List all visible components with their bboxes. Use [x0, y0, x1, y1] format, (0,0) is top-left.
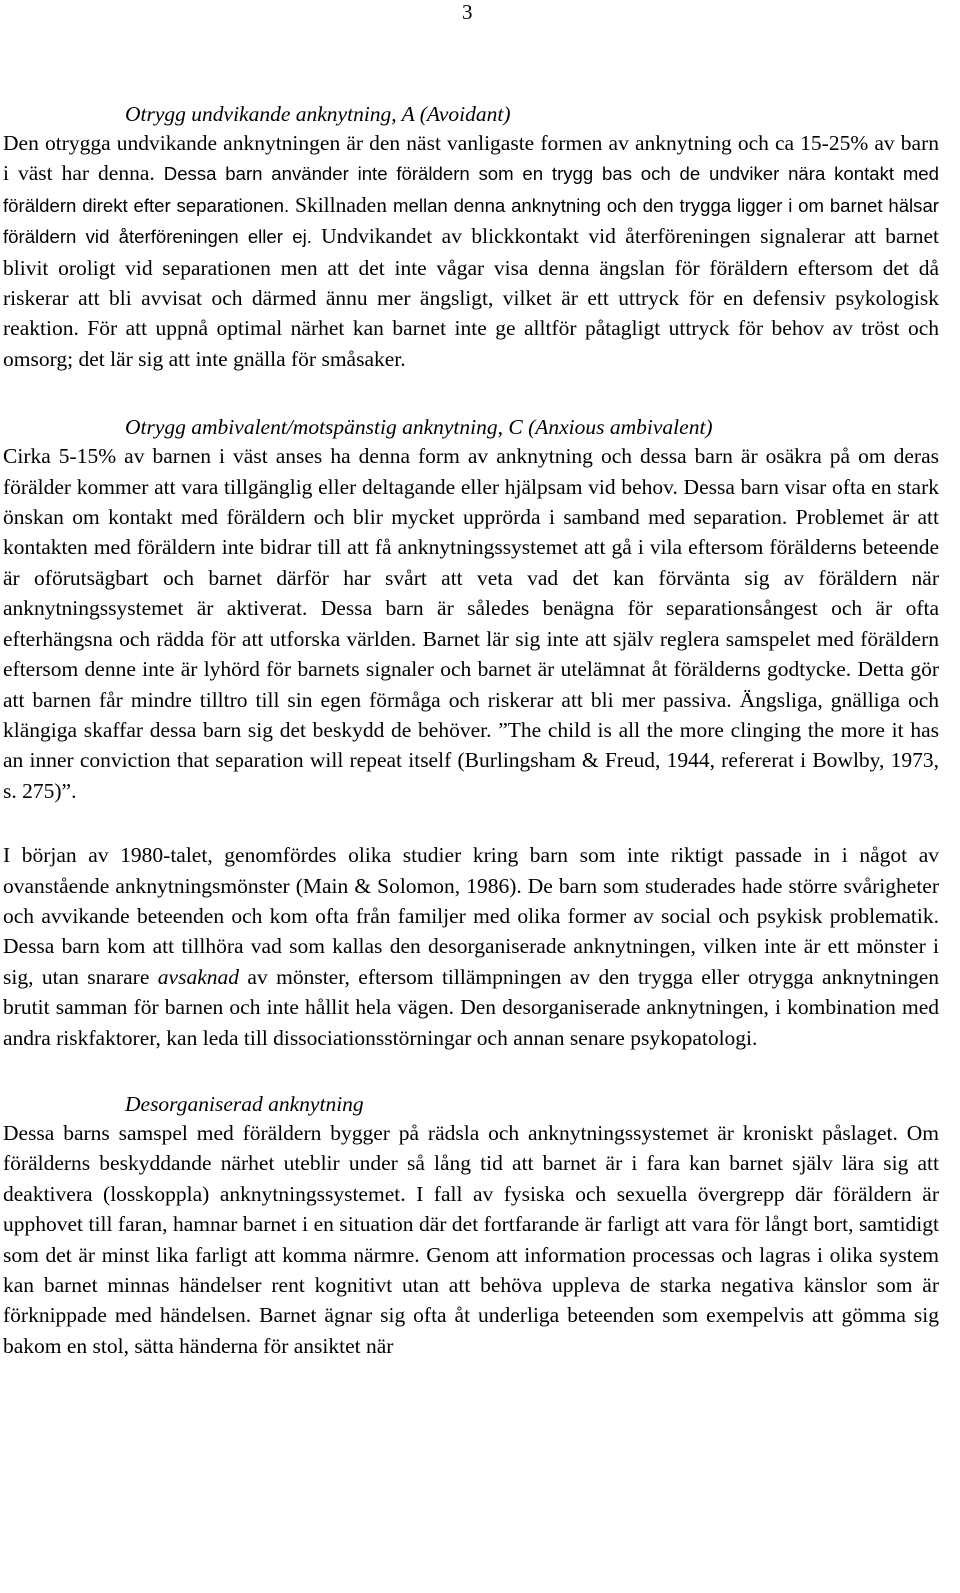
heading-ambivalent: Otrygg ambivalent/motspänstig anknytning, C (Anxious ambivalent)	[125, 415, 713, 440]
paragraph-avoidant-text-1: Den otrygga undvikande anknytningen är den näst vanligaste formen av anknytning och ca 15-25% av barn i väst har denna.	[3, 131, 939, 186]
heading-disorganized: Desorganiserad anknytning	[125, 1091, 364, 1116]
paragraph-avoidant-text-6: För att uppnå optimal närhet kan barnet inte ge alltför påtagligt uttryck för behov av tröst och omsorg; det lär sig att inte gnälla för småsaker.	[3, 316, 939, 371]
paragraph-intro-disorganized	[3, 840, 939, 1053]
paragraph-avoidant	[3, 128, 939, 374]
paragraph-disorganized: Dessa barns samspel med föräldern bygger på rädsla och anknytningssystemet är kroniskt påslaget. Om förälderns beskyddande närhet uteblir under så lång tid att barnet är i fara kan barnet själv lära sig att deaktivera (losskoppla) anknytningssystemet. I fall av fysiska och sexuella övergrepp där föräldern är upphovet till faran, hamnar barnet i en situation där det fortfarande är farligt att vara för långt bort, samtidigt som det är minst lika farligt att komma närmre. Genom att information processas och lagras i olika system kan barnet minnas händelser rent kognitivt utan att behöva uppleva de starka negativa känslor som är förknippade med händelsen. Barnet ägnar sig ofta åt underliga beteenden som exempelvis att gömma sig bakom en stol, sätta händerna för ansiktet när	[3, 1120, 939, 1358]
document-body	[3, 100, 939, 1361]
paragraph-avoidant-text-3: Skillnaden	[295, 192, 393, 217]
page-number: 3	[462, 0, 473, 24]
heading-avoidant: Otrygg undvikande anknytning, A (Avoidant)	[125, 102, 511, 126]
paragraph-avoidant-text-5: Undvikandet av blickkontakt vid återföreningen signalerar att barnet blivit oroligt vid separationen men att det inte vågar visa denna ängslan för föräldern eftersom det då riskerar att bli avvisat och därmed ännu mer ängsligt, vilket är ett uttryck för en defensiv psykologisk reaktion.	[3, 224, 939, 341]
emphasis-avsaknad: avsaknad	[157, 964, 239, 989]
paragraph-avoidant-text-4: mellan denna anknytning och den trygga ligger i om barnet hälsar föräldern vid återföreningen eller ej.	[3, 194, 939, 248]
paragraph-intro-text-2: av mönster, eftersom tillämpningen av den trygga eller otrygga anknytningen brutit samman för barnen och inte hållit hela vägen. Den desorganiserade anknytningen, i kombination med andra riskfaktorer, kan leda till dissociationsstörningar och annan senare psykopatologi.	[3, 964, 940, 1050]
paragraph-ambivalent: Cirka 5-15% av barnen i väst anses ha denna form av anknytning och dessa barn är osäkra på om deras förälder kommer att vara tillgänglig eller deltagande eller hjälpsam vid behov. Dessa barn visar ofta en stark önskan om kontakt med föräldern och blir mycket upprörda i samband med separation. Problemet är att kontakten med föräldern inte bidrar till att få anknytningssystemet att gå i vila eftersom förälderns beteende är oförutsägbart och barnet därför har svårt att veta vad det kan förvänta sig av föräldern när anknytningssystemet är aktiverat. Dessa barn är således benägna för separationsångest och är ofta efterhängsna och rädda för att utforska världen. Barnet lär sig inte att själv reglera samspelet med föräldern eftersom denne inte är lyhörd för barnets signaler och barnet är utelämnat åt förälderns godtycke. Detta gör att barnen får mindre tilltro till sin egen förmåga och riskerar att bli mer passiva. Ängsliga, gnälliga och klängiga skaffar dessa barn sig det beskydd de behöver. ”The child is all the more clinging the more it has an inner conviction that separation will repeat itself (Burlingsham & Freud, 1944, refererat i Bowlby, 1973, s. 275)”.	[3, 444, 939, 803]
paragraph-intro-text-1: I början av 1980-talet, genomfördes olika studier kring barn som inte riktigt passade in i något av ovanstående anknytningsmönster (Main & Solomon, 1986). De barn som studerades hade större svårigheter och avvikande beteenden och kom ofta från familjer med olika former av social och psykisk problematik. Dessa barn kom att tillhöra vad som kallas den desorganiserade anknytningen, vilken inte är ett mönster i sig, utan snarare	[3, 843, 939, 989]
paragraph-avoidant-text-2: Dessa barn använder inte föräldern som en trygg bas och de undviker nära kontakt med föräldern direkt efter separationen.	[3, 163, 939, 216]
